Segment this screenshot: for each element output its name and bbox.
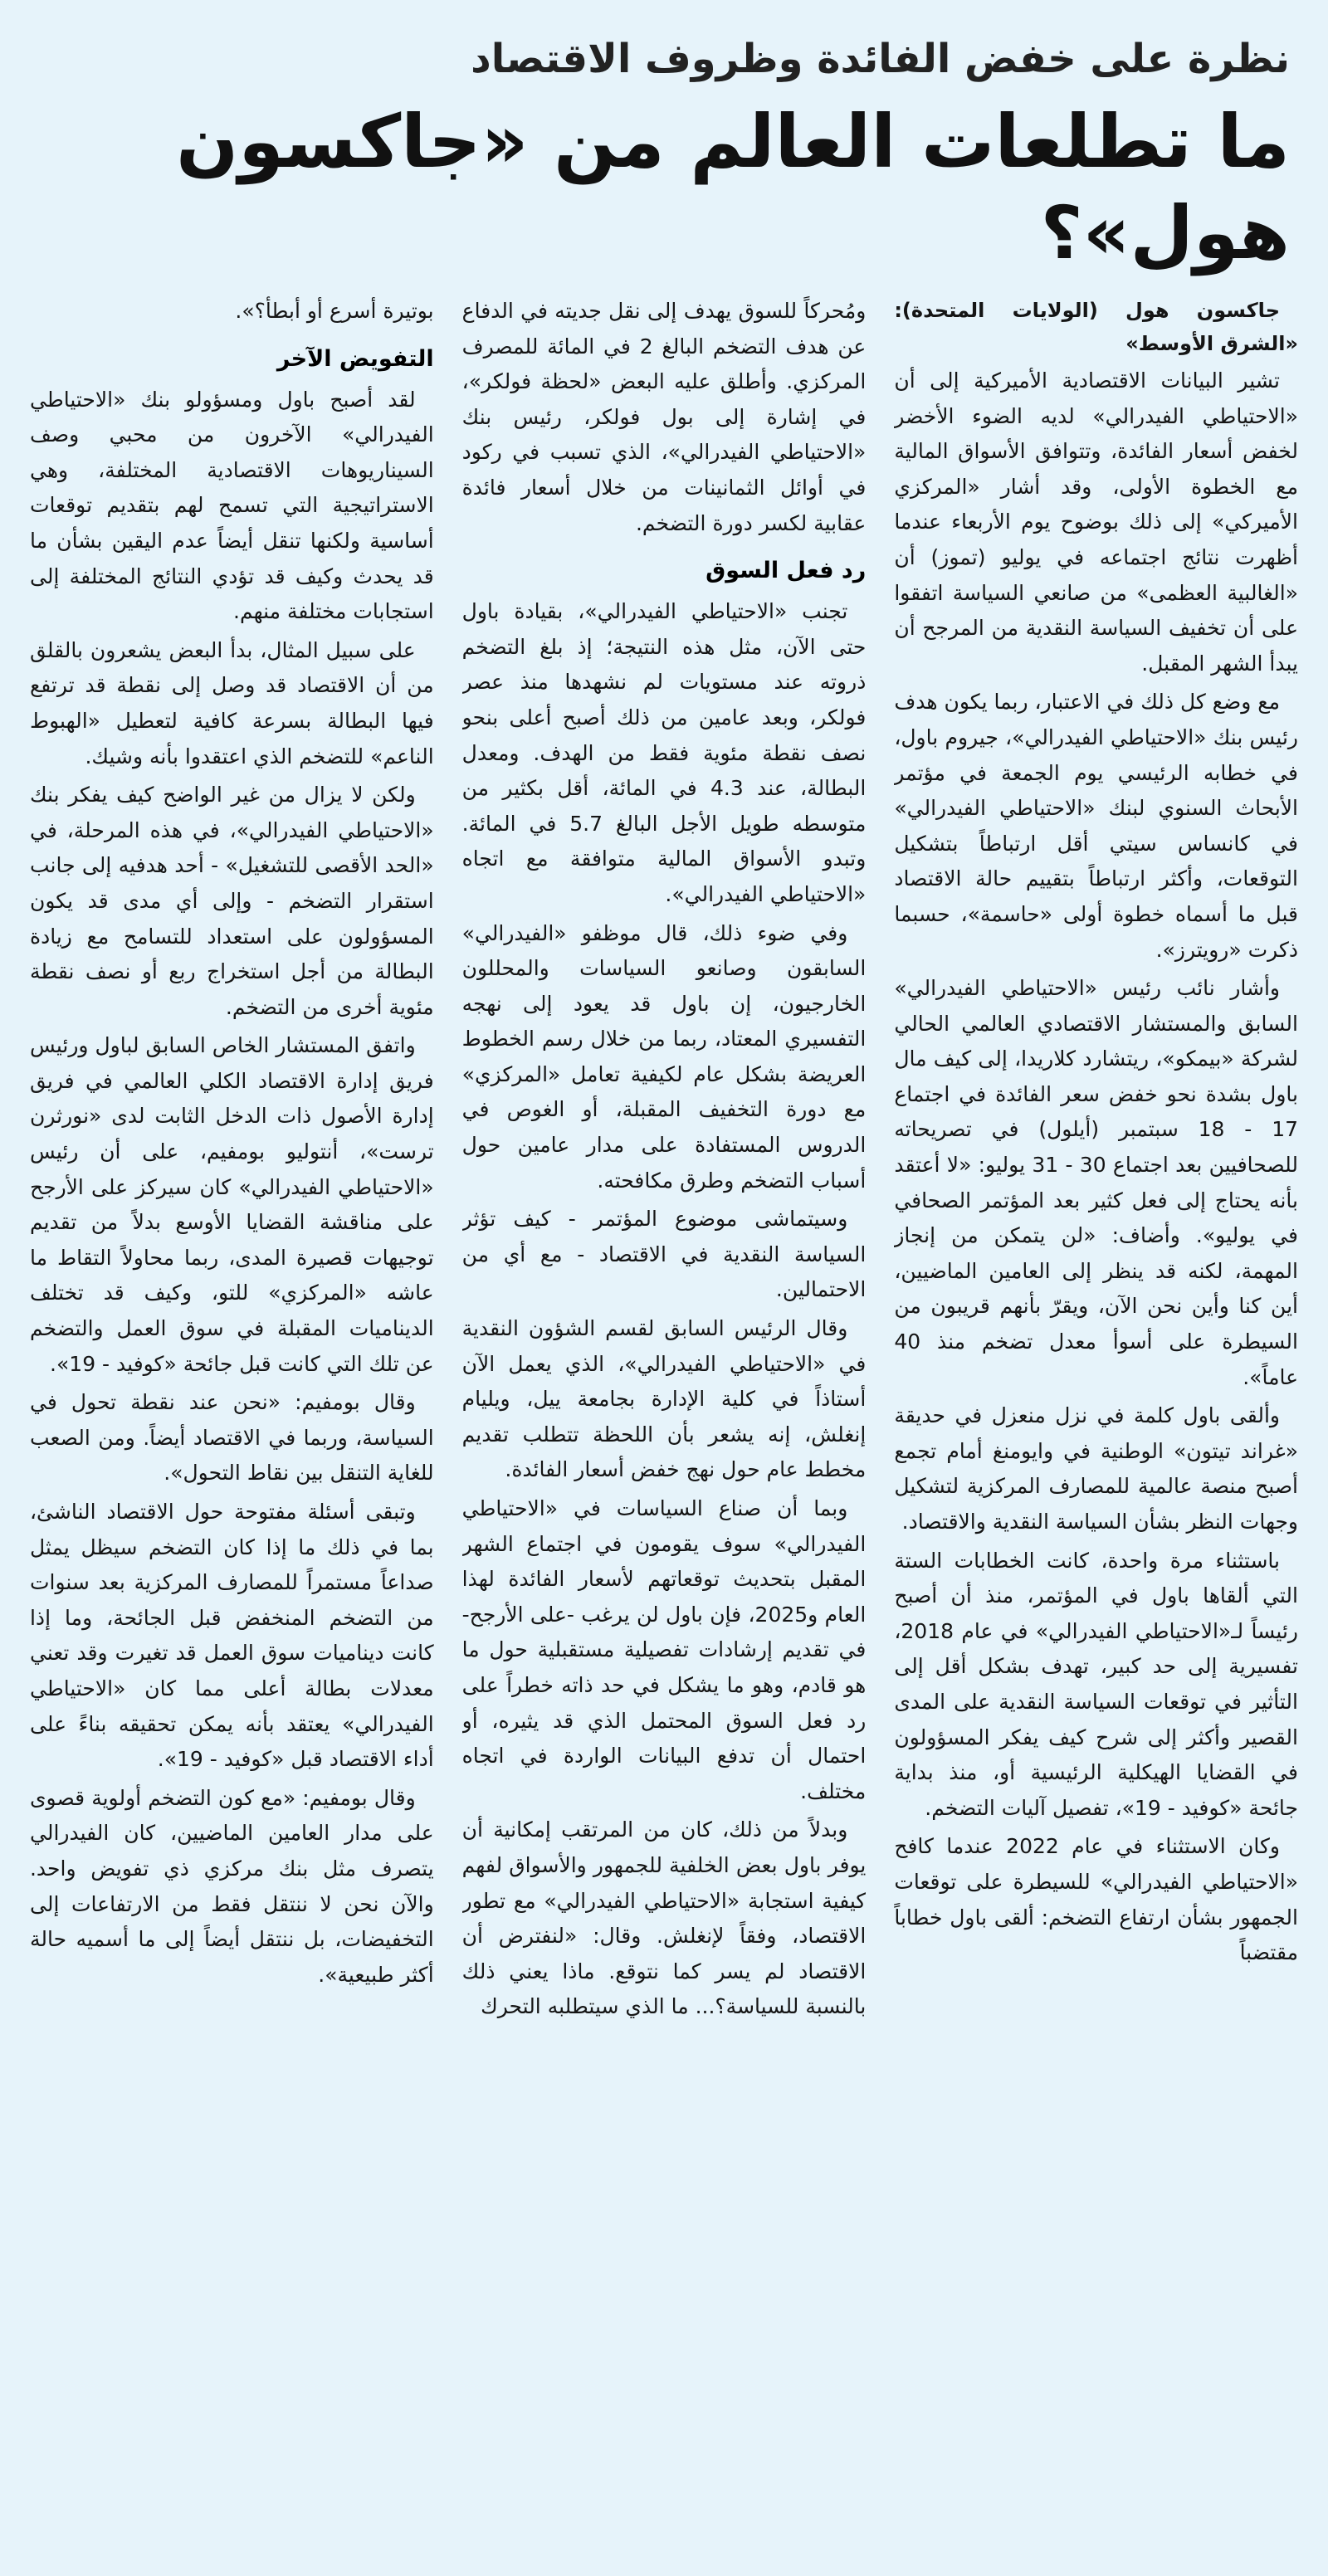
article-paragraph: لقد أصبح باول ومسؤولو بنك «الاحتياطي الفيدرالي» الآخرون من محبي وصف السيناريوهات الاقتصادية المختلفة، وهي الاستراتيجية التي تسمح لهم بتقديم توقعات أساسية ولكنها تنقل أيضاً عدم اليقين بشأن ما قد يحدث وكيف قد تؤدي النتائج المختلفة إلى استجابات مختلفة منهم.: [30, 387, 434, 624]
article-byline: جاكسون هول (الولايات المتحدة): «الشرق الأوسط»: [894, 299, 1298, 355]
article-paragraph: وبما أن صناع السياسات في «الاحتياطي الفيدرالي» سوف يقومون في اجتماع الشهر المقبل بتحديث توقعاتهم لأسعار الفائدة لهذا العام و2025، فإن باول لن يرغب -على الأرجح- في تقديم إرشادات تفصيلية مستقبلية حول ما هو قادم، وهو ما يشكل في حد ذاته خطراً على رد فعل السوق المحتمل الذي قد يثيره، أو احتمال أن تدفع البيانات الواردة في اتجاه مختلف.: [461, 1496, 867, 1803]
article-paragraph: وفي ضوء ذلك، قال موظفو «الفيدرالي» السابقون وصانعو السياسات والمحللون الخارجيون، إن باول قد يعود إلى نهجه التفسيري المعتاد، ربما من خلال رسم الخطوط العريضة بشكل عام لكيفية تعامل «المركزي» مع دورة التخفيف المقبلة، أو الغوص في الدروس المستفادة على مدار عامين حول أسباب التضخم وطرق مكافحته.: [461, 920, 867, 1193]
article-paragraph: وكان الاستثناء في عام 2022 عندما كافح «الاحتياطي الفيدرالي» للسيطرة على توقعات الجمهور بشأن ارتفاع التضخم: ألقى باول خطاباً مقتضباً: [894, 1834, 1298, 1965]
article-paragraph: ولكن لا يزال من غير الواضح كيف يفكر بنك «الاحتياطي الفيدرالي»، في هذه المرحلة، في «الحد الأقصى للتشغيل» - أحد هدفيه إلى جانب استقرار التضخم - وإلى أي مدى قد يكون المسؤولون على استعداد للتسامح مع زيادة البطالة من أجل استخراج ربع أو نصف نقطة مئوية أخرى من التضخم.: [30, 783, 434, 1019]
article-paragraph: ومُحركاً للسوق يهدف إلى نقل جديته في الدفاع عن هدف التضخم البالغ 2 في المائة للمصرف المركزي. وأطلق عليه البعض «لحظة فولكر»، في إشارة إلى بول فولكر، رئيس بنك «الاحتياطي الفيدرالي»، الذي تسبب في ركود في أوائل الثمانينات من خلال أسعار فائدة عقابية لكسر دورة التضخم.: [461, 299, 867, 535]
article-kicker: نظرة على خفض الفائدة وظروف الاقتصاد: [471, 36, 1290, 82]
article-headline: ما تطلعات العالم من «جاكسون هول»؟: [176, 99, 1290, 276]
subhead-market-reaction: رد فعل السوق: [706, 558, 867, 584]
subhead-last-mandate: التفويض الآخر: [276, 345, 434, 372]
article-paragraph: تجنب «الاحتياطي الفيدرالي»، بقيادة باول حتى الآن، مثل هذه النتيجة؛ إذ بلغ التضخم ذروته عند مستويات لم نشهدها منذ عصر فولكر، وبعد عامين من ذلك أصبح أعلى بنحو نصف نقطة مئوية فقط من الهدف. ومعدل البطالة، عند 4.3 في المائة، أقل بكثير من متوسطه طويل الأجل البالغ 5.7 في المائة. وتبدو الأسواق المالية متوافقة مع اتجاه «الاحتياطي الفيدرالي».: [461, 599, 867, 906]
article-header: [30, 33, 1298, 279]
article-column-1: [894, 294, 1298, 2576]
article-paragraph: مع وضع كل ذلك في الاعتبار، ربما يكون هدف رئيس بنك «الاحتياطي الفيدرالي»، جيروم باول، في خطابه الرئيسي يوم الجمعة في مؤتمر الأبحاث السنوي لبنك «الاحتياطي الفيدرالي» في كانساس سيتي أقل ارتباطاً بتشكيل التوقعات، وأكثر ارتباطاً بتقييم حالة الاقتصاد قبل ما أسماه خطوة أولى «حاسمة»، حسبما ذكرت «رويترز».: [894, 690, 1298, 962]
article-paragraph: وقال بومفيم: «مع كون التضخم أولوية قصوى على مدار العامين الماضيين، كان الفيدرالي يتصرف مثل بنك مركزي ذي تفويض واحد. والآن نحن لا ننتقل فقط من الارتفاعات إلى التخفيضات، بل ننتقل أيضاً إلى ما أسميه حالة أكثر طبيعية».: [30, 1785, 434, 1987]
article-paragraph: على سبيل المثال، بدأ البعض يشعرون بالقلق من أن الاقتصاد قد وصل إلى نقطة قد ترتفع فيها البطالة بسرعة كافية لتعطيل «الهبوط الناعم» للتضخم الذي اعتقدوا بأنه وشيك.: [30, 637, 434, 768]
article-paragraph: وبدلاً من ذلك، كان من المرتقب إمكانية أن يوفر باول بعض الخلفية للجمهور والأسواق لفهم كيفية استجابة «الاحتياطي الفيدرالي» مع تطور الاقتصاد، وفقاً لإنغلش. وقال: «لنفترض أن الاقتصاد لم يسر كما نتوقع. ماذا يعني ذلك بالنسبة للسياسة؟... ما الذي سيتطلبه التحرك: [461, 1817, 867, 2019]
article-paragraph: واتفق المستشار الخاص السابق لباول ورئيس فريق إدارة الاقتصاد الكلي العالمي في فريق إدارة الأصول ذات الدخل الثابت لدى «نورثرن ترست»، أنتوليو بومفيم، على أن رئيس «الاحتياطي الفيدرالي» كان سيركز على الأرجح على مناقشة القضايا الأوسع بدلاً من تقديم توجيهات قصيرة المدى، ربما محاولاً التقاط ما عاشه «المركزي» للتو، وكيف قد تختلف الديناميات المقبلة في سوق العمل والتضخم عن تلك التي كانت قبل جائحة «كوفيد - 19».: [30, 1033, 434, 1376]
article-column-2: [462, 294, 867, 2576]
article-column-3: [30, 294, 434, 2576]
article-paragraph: تشير البيانات الاقتصادية الأميركية إلى أن «الاحتياطي الفيدرالي» لديه الضوء الأخضر لخفض أسعار الفائدة، وتتوافق الأسواق المالية مع الخطوة الأولى، وقد أشار «المركزي الأميركي» إلى ذلك بوضوح يوم الأربعاء عندما أظهرت نتائج اجتماعه في يوليو (تموز) أن «الغالبية العظمى» من صانعي السياسة اتفقوا على أن تخفيف السياسة النقدية من المرجح أن يبدأ الشهر المقبل.: [894, 368, 1298, 676]
article-paragraph: وأشار نائب رئيس «الاحتياطي الفيدرالي» السابق والمستشار الاقتصادي العالمي الحالي لشركة «بيمكو»، ريتشارد كلاريدا، إلى كيف مال باول بشدة نحو خفض سعر الفائدة في اجتماع 17 - 18 سبتمبر (أيلول) في تصريحاته للصحافيين بعد اجتماع 30 - 31 يوليو: «لا أعتقد بأنه يحتاج إلى فعل كثير بعد المؤتمر الصحافي في يوليو». وأضاف: «لن يتمكن من إنجاز المهمة، لكنه قد ينظر إلى العامين الماضيين، أين كنا وأين نحن الآن، ويقرّ بأنهم قريبون من السيطرة على أسوأ معدل تضخم منذ 40 عاماً».: [894, 976, 1298, 1389]
article-paragraph: وقال بومفيم: «نحن عند نقطة تحول في السياسة، وربما في الاقتصاد أيضاً. ومن الصعب للغاية التنقل بين نقاط التحول».: [30, 1390, 434, 1486]
article-columns: [30, 294, 1298, 2576]
article-paragraph: وقال الرئيس السابق لقسم الشؤون النقدية في «الاحتياطي الفيدرالي»، الذي يعمل الآن أستاذاً في كلية الإدارة بجامعة ييل، ويليام إنغلش، إنه يشعر بأن اللحظة تتطلب تقديم مخطط عام حول نهج خفض أسعار الفائدة.: [461, 1316, 867, 1482]
article-paragraph: وألقى باول كلمة في نزل منعزل في حديقة «غراند تيتون» الوطنية في وايومنغ أمام تجمع أصبح منصة عالمية للمصارف المركزية لتشكيل وجهات النظر بشأن السياسة النقدية والاقتصاد.: [894, 1403, 1298, 1534]
article-paragraph: باستثناء مرة واحدة، كانت الخطابات الستة التي ألقاها باول في المؤتمر، منذ أن أصبح رئيساً لـ«الاحتياطي الفيدرالي» في عام 2018، تفسيرية إلى حد كبير، تهدف بشكل أقل إلى التأثير في توقعات السياسة النقدية على المدى القصير وأكثر إلى شرح كيف يفكر المسؤولون في القضايا الهيكلية الرئيسية أو، منذ بداية جائحة «كوفيد - 19»، تفصيل آليات التضخم.: [894, 1548, 1298, 1820]
article-paragraph: وسيتماشى موضوع المؤتمر - كيف تؤثر السياسة النقدية في الاقتصاد - مع أي من الاحتمالين.: [461, 1207, 867, 1302]
article-paragraph: وتبقى أسئلة مفتوحة حول الاقتصاد الناشئ، بما في ذلك ما إذا كان التضخم سيظل يمثل صداعاً مستمراً للمصارف المركزية بعد سنوات من التضخم المنخفض قبل الجائحة، وما إذا كانت ديناميات سوق العمل قد تغيرت وقد تعني معدلات بطالة أعلى مما كان «الاحتياطي الفيدرالي» يعتقد بأنه يمكن تحقيقه بناءً على أداء الاقتصاد قبل «كوفيد - 19».: [30, 1500, 434, 1772]
article-paragraph: بوتيرة أسرع أو أبطأ؟».: [235, 299, 434, 323]
